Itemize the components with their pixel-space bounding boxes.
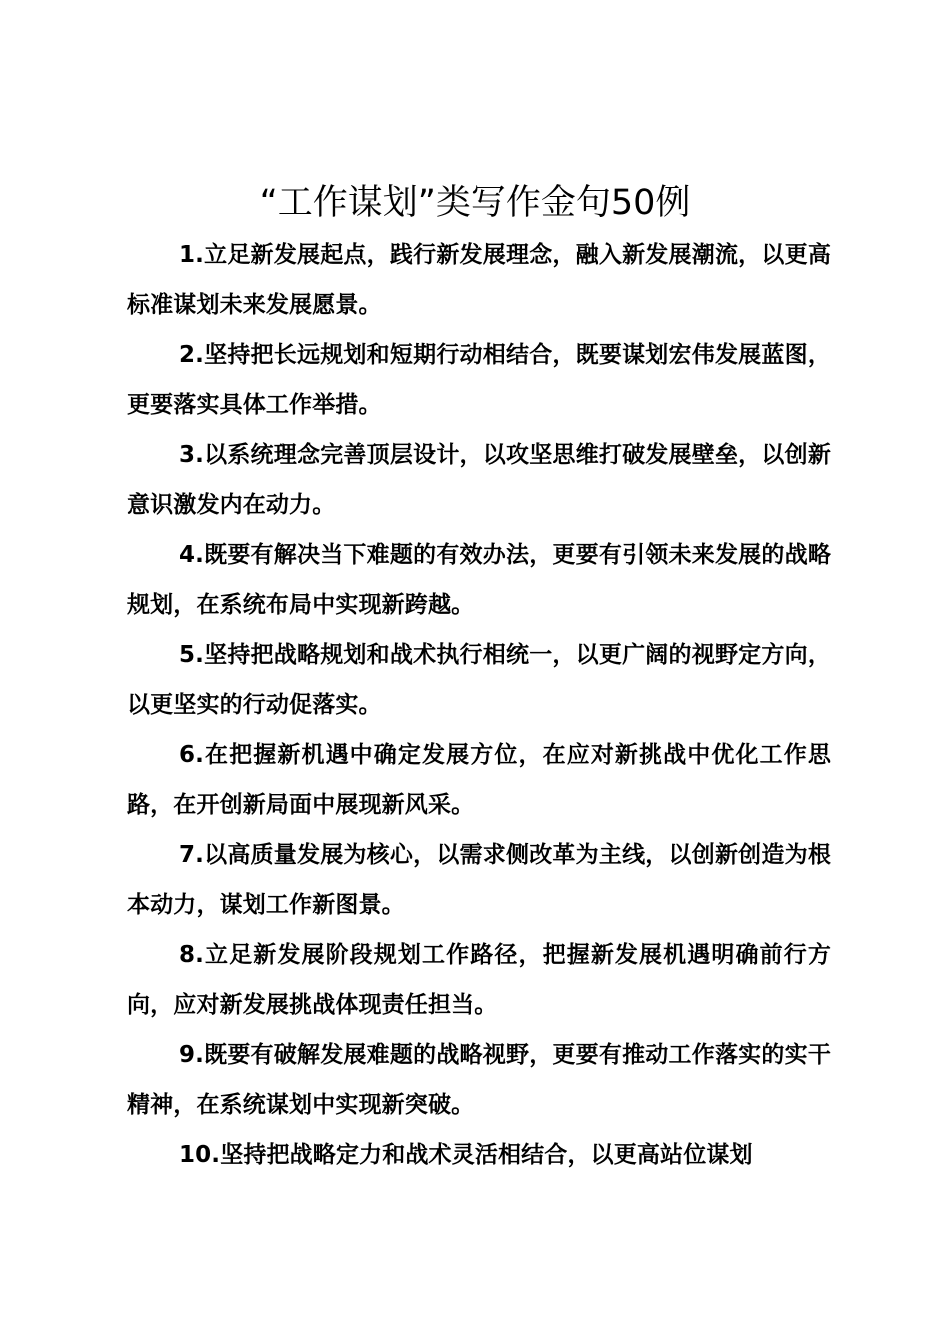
paragraph-2: 2.坚持把长远规划和短期行动相结合，既要谋划宏伟发展蓝图，更要落实具体工作举措。 — [127, 342, 831, 418]
paragraph-7: 7.以高质量发展为核心，以需求侧改革为主线，以创新创造为根本动力，谋划工作新图景。 — [127, 842, 831, 918]
paragraph-6: 6.在把握新机遇中确定发展方位，在应对新挑战中优化工作思路，在开创新局面中展现新风采。 — [127, 742, 831, 818]
paragraph-3: 3.以系统理念完善顶层设计，以攻坚思维打破发展壁垒，以创新意识激发内在动力。 — [127, 442, 831, 518]
paragraph-4: 4.既要有解决当下难题的有效办法，更要有引领未来发展的战略规划，在系统布局中实现新跨越。 — [127, 542, 831, 618]
paragraph-5: 5.坚持把战略规划和战术执行相统一，以更广阔的视野定方向，以更坚实的行动促落实。 — [127, 642, 831, 718]
paragraph-9: 9.既要有破解发展难题的战略视野，更要有推动工作落实的实干精神，在系统谋划中实现新突破。 — [127, 1042, 831, 1118]
paragraph-1: 1.立足新发展起点，践行新发展理念，融入新发展潮流，以更高标准谋划未来发展愿景。 — [127, 242, 831, 318]
paragraph-10: 10.坚持把战略定力和战术灵活相结合，以更高站位谋划 — [179, 1142, 753, 1168]
document-title: “工作谋划”类写作金句50例 — [259, 183, 691, 223]
document-body — [127, 230, 831, 1180]
paragraph-8: 8.立足新发展阶段规划工作路径，把握新发展机遇明确前行方向，应对新发展挑战体现责任担当。 — [127, 942, 831, 1018]
